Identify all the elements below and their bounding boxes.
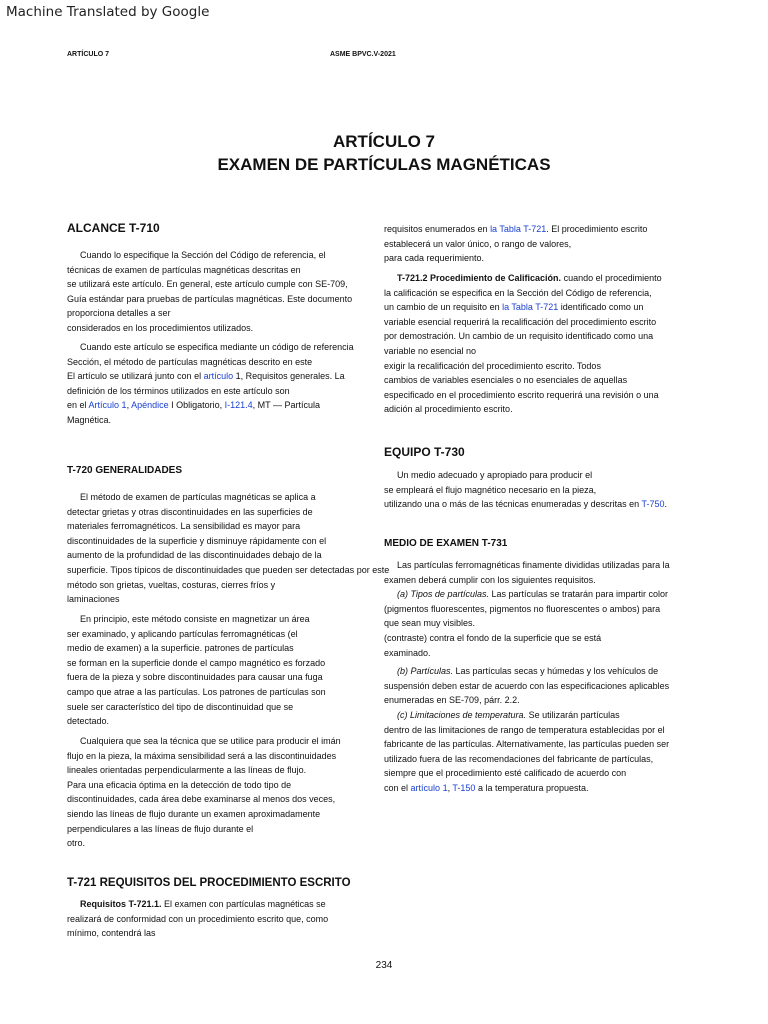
text-line bbox=[384, 222, 647, 237]
text-run: , bbox=[126, 400, 132, 411]
text-line: flujo en la pieza, la máxima sensibilidad será a las discontinuidades bbox=[67, 750, 337, 761]
heading-t730: EQUIPO T-730 bbox=[384, 445, 465, 459]
text-line: la calificación se especifica en la Sección del Código de referencia, bbox=[384, 287, 652, 298]
text-line: detectar grietas y otras discontinuidades en las superficies de bbox=[67, 506, 313, 517]
text-run: (b) Partículas. bbox=[397, 666, 454, 677]
link-tabla-t721[interactable]: la Tabla T-721 bbox=[490, 224, 547, 234]
link-t150[interactable]: T-150 bbox=[452, 782, 476, 793]
text-line: Guía estándar para pruebas de partículas magnéticas. Este documento bbox=[67, 293, 353, 304]
text-line: adición al procedimiento escrito. bbox=[384, 404, 513, 415]
text-line bbox=[384, 708, 670, 723]
link-i-121-4[interactable]: I-121.4 bbox=[224, 400, 253, 411]
text-line bbox=[384, 781, 670, 796]
text-line: discontinuidades, cada área debe examinarse al menos dos veces, bbox=[67, 794, 336, 805]
heading-t720: T-720 GENERALIDADES bbox=[67, 465, 183, 476]
text-line: medio de examen) a la superficie. patrones de partículas bbox=[67, 643, 294, 654]
text-line: (contraste) contra el fondo de la superficie que se está bbox=[384, 632, 602, 643]
link-tabla-t721[interactable]: la Tabla T-721 bbox=[502, 302, 559, 313]
text-line: proporciona detalles a ser bbox=[67, 308, 171, 319]
text-line: detectado. bbox=[67, 716, 110, 727]
text-line: Sección, el método de partículas magnéticas descrito en este bbox=[67, 356, 313, 367]
text-line: suele ser característico del tipo de discontinuidad que se bbox=[67, 701, 294, 712]
text-run: Las partículas se tratarán para impartir color bbox=[488, 589, 669, 600]
text-run: Las partículas secas y húmedas y los vehículos de bbox=[453, 666, 659, 677]
text-line: considerados en los procedimientos utilizados. bbox=[67, 322, 254, 333]
text-line: variable esencial requerirá la recalificación del procedimiento escrito bbox=[384, 316, 657, 327]
text-run: Requisitos T-721.1. bbox=[80, 899, 162, 909]
t721-continuation bbox=[384, 222, 647, 266]
text-run: un cambio de un requisito en bbox=[384, 302, 503, 313]
t720-paragraph-1 bbox=[67, 490, 389, 607]
text-run: (c) Limitaciones de temperatura. bbox=[397, 709, 527, 720]
text-line: El método de examen de partículas magnéticas se aplica a bbox=[80, 492, 316, 502]
text-line: método son grietas, vueltas, costuras, cierres fríos y bbox=[67, 579, 276, 590]
t721-paragraph-1 bbox=[67, 897, 328, 941]
text-line bbox=[384, 587, 670, 602]
text-run: cuando el procedimiento bbox=[561, 273, 662, 283]
text-line: examinado. bbox=[384, 647, 431, 658]
text-line: establecerá un valor único, o rango de valores, bbox=[384, 238, 572, 249]
text-run: en el bbox=[67, 400, 89, 411]
text-run: El artículo se utilizará junto con el bbox=[67, 371, 204, 382]
article-title: ARTÍCULO 7 bbox=[333, 132, 435, 151]
running-header-left: ARTÍCULO 7 bbox=[67, 51, 109, 58]
text-line: exigir la recalificación del procedimiento escrito. Todos bbox=[384, 360, 601, 371]
text-run: I Obligatorio, bbox=[168, 400, 225, 411]
text-line: se utilizará este artículo. En general, este artículo cumple con SE-709, bbox=[67, 279, 348, 290]
text-line bbox=[67, 897, 328, 912]
text-run: 1, Requisitos generales. La bbox=[233, 371, 345, 382]
text-line: otro. bbox=[67, 838, 86, 849]
text-line: materiales ferromagnéticos. La sensibilidad es mayor para bbox=[67, 521, 301, 532]
text-line: laminaciones bbox=[67, 594, 120, 605]
text-line: para cada requerimiento. bbox=[384, 253, 485, 264]
text-run: (a) Tipos de partículas. bbox=[397, 589, 489, 600]
text-run: El examen con partículas magnéticas se bbox=[161, 899, 326, 909]
text-line: campo que atrae a las partículas. Los patrones de partículas son bbox=[67, 686, 326, 697]
text-line: técnicas de examen de partículas magnéticas descritas en bbox=[67, 264, 301, 275]
text-line: Cuando lo especifique la Sección del Código de referencia, el bbox=[80, 250, 326, 260]
text-line: Cuando este artículo se especifica mediante un código de referencia bbox=[80, 342, 354, 352]
text-line: se forman en la superficie donde el campo magnético es forzado bbox=[67, 657, 326, 668]
text-line: lineales orientadas perpendicularmente a las líneas de flujo. bbox=[67, 765, 307, 776]
heading-t721: T-721 REQUISITOS DEL PROCEDIMIENTO ESCRITO bbox=[67, 877, 351, 889]
text-line bbox=[384, 664, 670, 679]
text-line: que sean muy visibles. bbox=[384, 618, 476, 629]
text-line: Para una eficacia óptima en la detección de todo tipo de bbox=[67, 779, 292, 790]
link-articulo[interactable]: artículo bbox=[203, 371, 234, 382]
text-line bbox=[384, 271, 662, 286]
text-line: suspensión deben estar de acuerdo con las especificaciones aplicables bbox=[384, 680, 670, 691]
text-line: cambios de variables esenciales o no esenciales de aquellas bbox=[384, 375, 628, 386]
link-articulo[interactable]: artículo bbox=[410, 782, 441, 793]
text-line: superficie. Tipos típicos de discontinuidades que pueden ser detectadas por este bbox=[67, 564, 390, 575]
text-line: fuera de la pieza y sobre discontinuidades para causar una fuga bbox=[67, 672, 323, 683]
text-run: identificado como un bbox=[558, 302, 644, 313]
link-t750[interactable]: T-750 bbox=[641, 499, 665, 510]
text-line: perpendiculares a las líneas de flujo durante el bbox=[67, 823, 254, 834]
t710-paragraph-2 bbox=[67, 340, 354, 428]
t720-paragraph-3 bbox=[67, 734, 341, 851]
link-articulo-1[interactable]: Artículo 1 bbox=[88, 400, 127, 411]
text-run: . bbox=[664, 499, 668, 510]
t731-paragraph bbox=[384, 558, 670, 796]
text-line bbox=[67, 369, 354, 384]
text-line: En principio, este método consiste en magnetizar un área bbox=[80, 614, 310, 624]
text-line: se empleará el flujo magnético necesario en la pieza, bbox=[384, 484, 597, 495]
text-line: siempre que el procedimiento esté calificado de acuerdo con bbox=[384, 768, 627, 779]
text-run: , bbox=[447, 782, 453, 793]
t730-paragraph bbox=[384, 468, 667, 512]
text-run: . El procedimiento escrito bbox=[546, 224, 648, 234]
text-line bbox=[384, 497, 667, 512]
text-run: utilizando una o más de las técnicas enumeradas y descritas en bbox=[384, 499, 642, 510]
text-run: T-721.2 Procedimiento de Calificación. bbox=[397, 273, 562, 283]
text-line: Magnética. bbox=[67, 414, 112, 425]
text-line: Las partículas ferromagnéticas finamente divididas utilizadas para la bbox=[397, 560, 670, 570]
text-run: , MT — Partícula bbox=[252, 400, 321, 411]
text-run: con el bbox=[384, 782, 411, 793]
running-header-right: ASME BPVC.V-2021 bbox=[330, 51, 396, 58]
text-line: utilizado fuera de las recomendaciones del fabricante de partículas, bbox=[384, 753, 654, 764]
text-run: Se utilizarán partículas bbox=[526, 709, 620, 720]
text-line: discontinuidades de la superficie y disminuye rápidamente con el bbox=[67, 535, 327, 546]
text-line: aumento de la profundidad de las discontinuidades debajo de la bbox=[67, 550, 322, 561]
text-run: a la temperatura propuesta. bbox=[475, 782, 589, 793]
text-line: siendo las líneas de flujo durante un examen aproximadamente bbox=[67, 808, 321, 819]
text-line: realizará de conformidad con un procedimiento escrito que, como bbox=[67, 913, 329, 924]
text-line: mínimo, contendrá las bbox=[67, 928, 156, 939]
text-line: fabricante de las partículas. Alternativamente, las partículas pueden ser bbox=[384, 739, 670, 750]
link-articulo-1[interactable]: 1 bbox=[442, 782, 448, 793]
text-line: especificado en el procedimiento escrito requerirá una revisión o una bbox=[384, 389, 659, 400]
t7212-paragraph bbox=[384, 271, 662, 417]
page-number: 234 bbox=[375, 960, 393, 971]
text-line: variable no esencial no bbox=[384, 345, 477, 356]
text-line: definición de los términos utilizados en este artículo son bbox=[67, 385, 290, 396]
article-subtitle: EXAMEN DE PARTÍCULAS MAGNÉTICAS bbox=[217, 155, 551, 174]
machine-translated-banner: Machine Translated by Google bbox=[6, 4, 210, 20]
text-line: por demostración. Un cambio de un requisito identificado como una bbox=[384, 331, 654, 342]
text-line: examen deberá cumplir con los siguientes requisitos. bbox=[384, 574, 596, 585]
text-line: ser examinado, y aplicando partículas ferromagnéticas (el bbox=[67, 628, 298, 639]
text-line: Cualquiera que sea la técnica que se utilice para producir el imán bbox=[80, 736, 341, 746]
text-line: (pigmentos fluorescentes, pigmentos no fluorescentes o ambos) para bbox=[384, 603, 661, 614]
heading-t710: ALCANCE T-710 bbox=[67, 221, 160, 235]
heading-t731: MEDIO DE EXAMEN T-731 bbox=[384, 538, 508, 549]
text-line: dentro de las limitaciones de rango de temperatura establecidas por el bbox=[384, 724, 665, 735]
text-run: requisitos enumerados en bbox=[384, 224, 491, 234]
link-apendice[interactable]: Apéndice bbox=[131, 400, 169, 411]
t710-paragraph-1 bbox=[67, 248, 352, 336]
text-line: enumeradas en SE-709, párr. 2.2. bbox=[384, 695, 520, 706]
t720-paragraph-2 bbox=[67, 612, 326, 729]
text-line bbox=[67, 398, 354, 413]
text-line: Un medio adecuado y apropiado para producir el bbox=[397, 470, 593, 480]
text-line bbox=[384, 300, 662, 315]
